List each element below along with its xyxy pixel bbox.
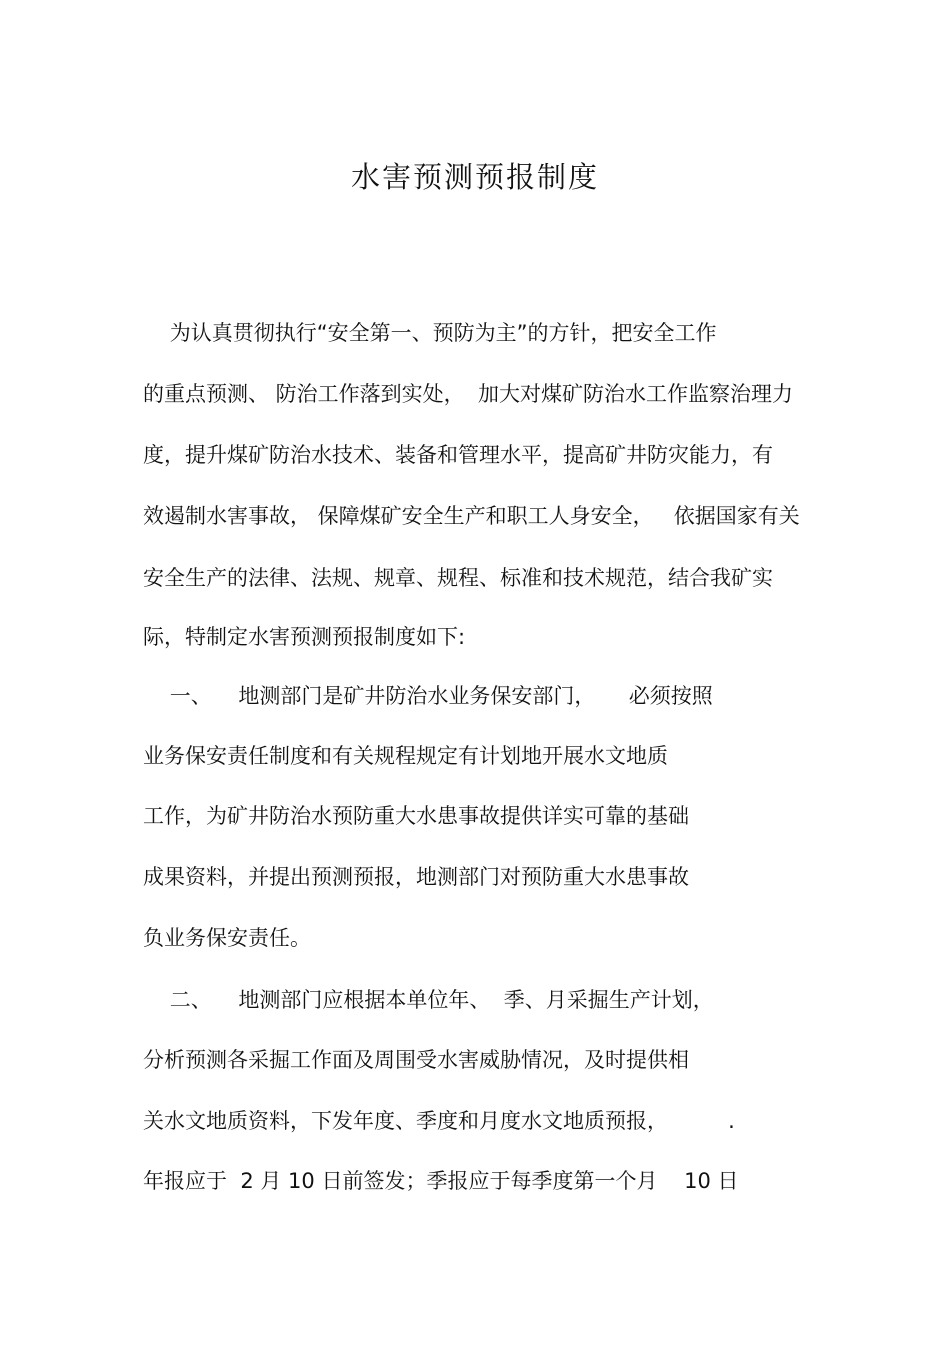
body-line: 的重点预测、 防治工作落到实处， 加大对煤矿防治水工作监察治理力 (143, 382, 794, 406)
body-line: 年报应于 2 月 10 日前签发；季报应于每季度第一个月 10 日 (143, 1169, 739, 1193)
body-line: 二、 地测部门应根据本单位年、 季、月采掘生产计划， (143, 988, 714, 1012)
body-line: 分析预测各采掘工作面及周围受水害威胁情况，及时提供相 (143, 1048, 689, 1072)
body-line: 际，特制定水害预测预报制度如下: (143, 625, 466, 649)
body-line: 为认真贯彻执行“安全第一、预防为主”的方针，把安全工作 (143, 321, 717, 345)
body-line: 工作，为矿井防治水预防重大水患事故提供详实可靠的基础 (143, 804, 689, 828)
body-line: 成果资料，并提出预测预报，地测部门对预防重大水患事故 (143, 865, 689, 889)
body-line: 安全生产的法律、法规、规章、规程、标准和技术规范，结合我矿实 (143, 566, 773, 590)
body-line: 效遏制水害事故， 保障煤矿安全生产和职工人身安全， 依据国家有关 (143, 504, 800, 528)
body-line: 度，提升煤矿防治水技术、装备和管理水平，提高矿井防灾能力，有 (143, 443, 773, 467)
body-line: 关水文地质资料，下发年度、季度和月度水文地质预报， . (143, 1109, 735, 1133)
document-title: 水害预测预报制度 (350, 160, 599, 194)
body-line: 负业务保安责任。 (143, 926, 311, 950)
body-line: 业务保安责任制度和有关规程规定有计划地开展水文地质 (143, 744, 668, 768)
body-line: 一、 地测部门是矿井防治水业务保安部门， 必须按照 (143, 684, 713, 708)
